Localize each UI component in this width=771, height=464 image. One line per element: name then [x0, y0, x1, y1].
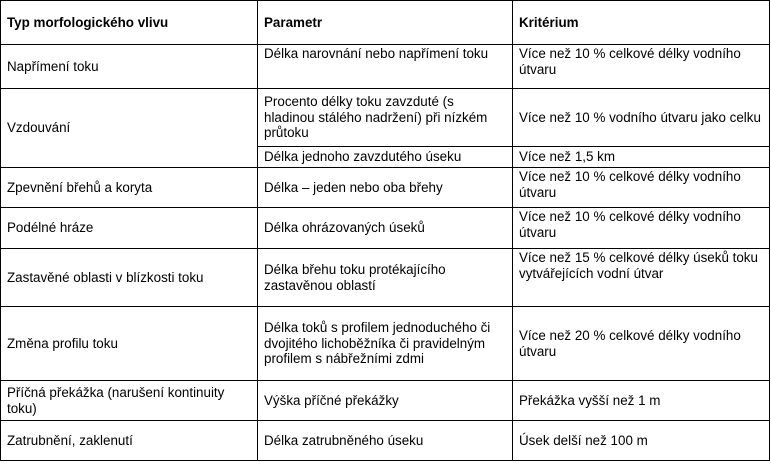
table-row: [1, 208, 770, 249]
table-row: [1, 249, 770, 307]
table-row: [1, 45, 770, 89]
cell-parameter: Délka břehu toku protékajícího zastavěnou oblastí: [258, 249, 513, 307]
cell-criterion: Více než 1,5 km: [513, 147, 770, 168]
cell-parameter: Délka toků s profilem jednoduchého či dvojitého lichoběžníka či pravidelným profilem s nábřežními zdmi: [258, 307, 513, 381]
table-row: [1, 168, 770, 208]
cell-type: Změna profilu toku: [1, 307, 258, 381]
cell-criterion: Více než 10 % celkové délky vodního útvaru: [513, 208, 770, 249]
header-parameter: Parametr: [258, 1, 513, 45]
cell-parameter: Procento délky toku zavzduté (s hladinou stálého nadržení) při nízkém průtoku: [258, 89, 513, 147]
cell-criterion: Více než 10 % celkové délky vodního útvaru: [513, 168, 770, 208]
cell-type: Zastavěné oblasti v blízkosti toku: [1, 249, 258, 307]
cell-parameter: Výška příčné překážky: [258, 381, 513, 421]
cell-type: Vzdouvání: [1, 89, 258, 168]
cell-type: Zpevnění břehů a koryta: [1, 168, 258, 208]
cell-type: Zatrubnění, zaklenutí: [1, 421, 258, 461]
cell-parameter: Délka narovnání nebo napřímení toku: [258, 45, 513, 89]
cell-type: Napřímení toku: [1, 45, 258, 89]
cell-criterion: Více než 10 % vodního útvaru jako celku: [513, 89, 770, 147]
cell-criterion: Více než 10 % celkové délky vodního útvaru: [513, 45, 770, 89]
cell-criterion: Více než 15 % celkové délky úseků toku vytvářejících vodní útvar: [513, 249, 770, 307]
cell-criterion: Více než 20 % celkové délky vodního útvaru: [513, 307, 770, 381]
header-row: [1, 1, 770, 45]
cell-criterion: Překážka vyšší než 1 m: [513, 381, 770, 421]
cell-type: Podélné hráze: [1, 208, 258, 249]
table-row: [1, 89, 770, 147]
cell-criterion: Úsek delší než 100 m: [513, 421, 770, 461]
table-row: [1, 421, 770, 461]
cell-parameter: Délka ohrázovaných úseků: [258, 208, 513, 249]
cell-parameter: Délka jednoho zavzdutého úseku: [258, 147, 513, 168]
cell-parameter: Délka – jeden nebo oba břehy: [258, 168, 513, 208]
header-type: Typ morfologického vlivu: [1, 1, 258, 45]
table-row: [1, 381, 770, 421]
cell-type: Příčná překážka (narušení kontinuity toku): [1, 381, 258, 421]
table-row: [1, 307, 770, 381]
cell-parameter: Délka zatrubněného úseku: [258, 421, 513, 461]
header-criterion: Kritérium: [513, 1, 770, 45]
